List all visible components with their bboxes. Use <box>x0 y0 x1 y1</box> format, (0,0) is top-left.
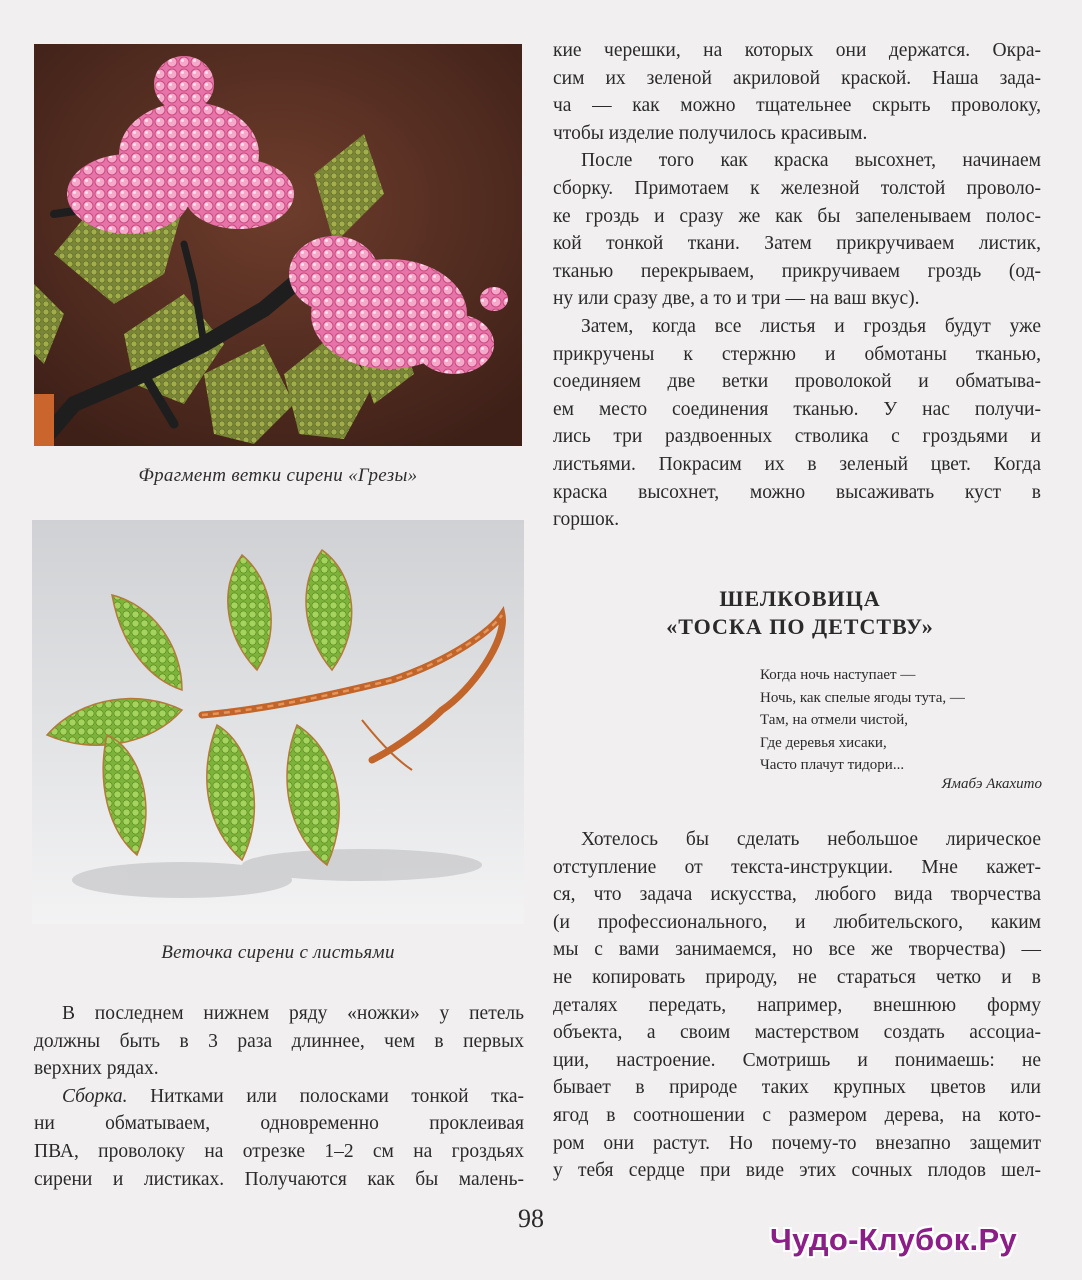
text-line: ПВА, проволоку на отрезке 1–2 см на гроздьях <box>34 1140 524 1162</box>
text-line: не копировать природу, не стараться четко и в <box>553 966 1041 988</box>
text-line: ча — как можно тщательнее скрыть проволоку, <box>553 95 1041 117</box>
leaves-illustration <box>32 520 524 924</box>
poem-line: Когда ночь наступает — <box>760 667 916 683</box>
paragraph-foot-loops <box>34 1000 524 1083</box>
poem-line: Часто плачут тидори... <box>760 757 905 773</box>
text-line: отступление от текста-инструкции. Мне кажет- <box>553 856 1041 878</box>
poem-line: Ночь, как спелые ягоды тута, — <box>760 689 965 706</box>
text-line: лись три раздвоенных стволика с гроздьями и <box>553 426 1041 448</box>
text-line: верхних рядах. <box>34 1058 159 1080</box>
right-column-text-top <box>553 37 1041 534</box>
text-line: должны быть в 3 раза длиннее, чем в первых <box>34 1030 524 1052</box>
text-line: сирени и листиках. Получаются как бы малень- <box>34 1168 524 1190</box>
text-line: (и профессионального, и любительского, каким <box>553 911 1041 933</box>
text-line: кие черешки, на которых они держатся. Окра- <box>553 40 1041 61</box>
text-line: тканью перекрываем, прикручиваем гроздь (од- <box>553 260 1041 282</box>
text-line: бывает в природе таких крупных цветов или <box>553 1077 1041 1099</box>
right-column-text-bottom <box>553 826 1041 1185</box>
figure-2-caption: Веточка сирени с листьями <box>161 942 395 963</box>
text-line: Хотелось бы сделать небольшое лирическое <box>581 829 1041 850</box>
text-line: у тебя сердце при виде этих сочных плодов шел- <box>553 1160 1041 1182</box>
text-line: ке гроздь и сразу же как бы запеленываем полос- <box>553 205 1041 227</box>
lilac-branch-illustration <box>34 44 522 446</box>
text-line: мы с вами занимаемся, но все же творчества) — <box>553 939 1041 961</box>
paragraph-stems <box>553 37 1041 147</box>
text-line: сим их зеленой акриловой краской. Наша зада- <box>553 67 1041 89</box>
assembly-label: Сборка. <box>62 1085 128 1107</box>
text-line: После того как краска высохнет, начинаем <box>581 150 1041 172</box>
lilac-branch-photo <box>34 44 522 446</box>
text-line: Затем, когда все листья и гроздья будут уже <box>581 315 1041 337</box>
heading-line-1: ШЕЛКОВИЦА <box>719 586 881 611</box>
poem-author: Ямабэ Акахито <box>941 776 1042 792</box>
epigraph-poem <box>760 664 965 777</box>
text-line: краска высохнет, можно высаживать куст в <box>553 481 1041 503</box>
text-line: соединяем две ветки проволокой и обматыва- <box>553 371 1041 393</box>
text-line: объекта, а своим мастерством создать ассоциа- <box>553 1022 1041 1044</box>
text-line: горшок. <box>553 509 620 531</box>
text-line: кой тонкой ткани. Затем прикручиваем листик, <box>553 233 1041 255</box>
text-line: ягод в соотношении с размером дерева, на кото- <box>553 1104 1041 1126</box>
left-column-text <box>34 1000 524 1193</box>
figure-1-caption: Фрагмент ветки сирени «Грезы» <box>138 465 418 486</box>
leaves-photo <box>32 520 524 924</box>
text-line: сборку. Примотаем к железной толстой проволо- <box>553 177 1041 199</box>
poem-line: Там, на отмели чистой, <box>760 712 909 728</box>
text-line: чтобы изделие получилось красивым. <box>553 122 868 144</box>
text-line: ром они растут. Но почему-то внезапно защемит <box>553 1132 1041 1154</box>
text-line: ни обматываем, одновременно проклеивая <box>34 1113 524 1135</box>
text-line: ся, что задача искусства, любого вида творчества <box>553 884 1041 906</box>
page-number: 98 <box>518 1204 544 1233</box>
text-line: ну или сразу две, а то и три — на ваш вкус). <box>553 288 920 310</box>
poem-line: Где деревья хисаки, <box>760 734 887 751</box>
text-line: В последнем нижнем ряду «ножки» у петель <box>62 1003 524 1024</box>
text-line: ем место соединения тканью. У нас получи- <box>553 398 1041 420</box>
text-line: ции, настроение. Смотришь и понимаешь: не <box>553 1049 1041 1071</box>
text-line: листьями. Покрасим их в зеленый цвет. Когда <box>553 453 1041 475</box>
heading-line-2: «ТОСКА ПО ДЕТСТВУ» <box>666 614 934 639</box>
paragraph-assembly <box>34 1083 524 1193</box>
site-watermark: Чудо-Клубок.Ру <box>770 1222 1017 1257</box>
text-line: деталях передать, например, внешнюю форму <box>553 994 1041 1016</box>
text-line <box>34 1083 524 1111</box>
text-line: прикручены к стержню и обмотаны тканью, <box>553 343 1041 365</box>
section-heading <box>560 585 1040 641</box>
assembly-first-line: Нитками или полосками тонкой тка- <box>127 1085 524 1107</box>
paragraph-paint-dry <box>553 147 1041 313</box>
paragraph-join-branches <box>553 313 1041 534</box>
